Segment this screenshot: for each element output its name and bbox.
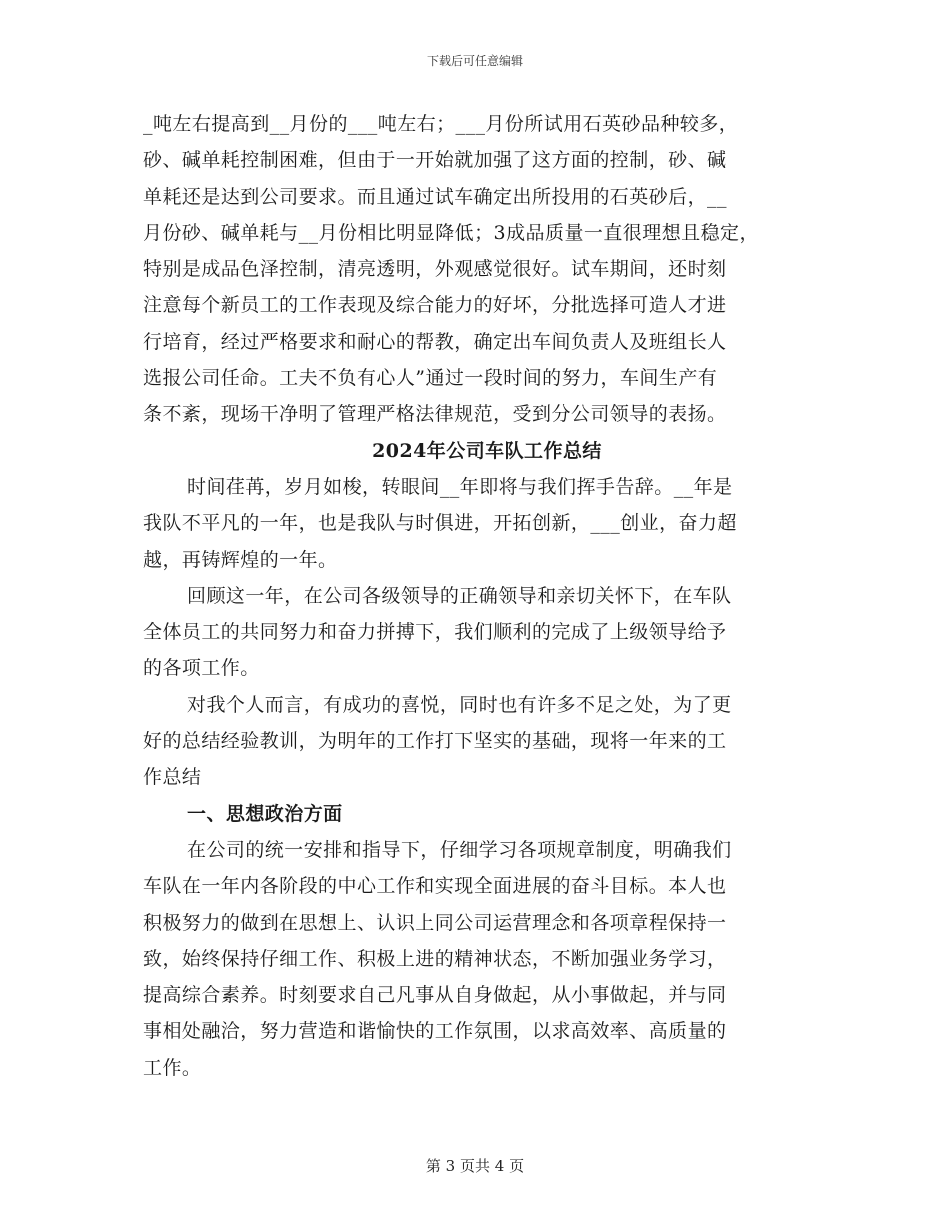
- subsection-heading: 一、思想政治方面: [187, 802, 343, 825]
- text-line: 砂、碱单耗控制困难，但由于一开始就加强了这方面的控制，砂、碱: [143, 149, 727, 172]
- text-line: 时间荏苒，岁月如梭，转眼间__年即将与我们挥手告辞。__年是: [187, 475, 733, 498]
- text-line: 的各项工作。: [143, 657, 260, 680]
- text-line: 在公司的统一安排和指导下，仔细学习各项规章制度，明确我们: [187, 838, 732, 861]
- text-line: 工作。: [143, 1056, 202, 1079]
- page-header: 下载后可任意编辑: [426, 54, 523, 68]
- text-line: 积极努力的做到在思想上、认识上同公司运营理念和各项章程保持一: [143, 911, 727, 934]
- text-line: 特别是成品色泽控制，清亮透明，外观感觉很好。试车期间，还时刻: [143, 258, 727, 281]
- document-body: [143, 106, 823, 1086]
- text-line: 作总结: [143, 766, 202, 789]
- text-line: 全体员工的共同努力和奋力拼搏下，我们顺利的完成了上级领导给予: [143, 621, 727, 644]
- page-footer: 第 3 页共 4 页: [425, 1157, 525, 1175]
- text-line: 致，始终保持仔细工作、积极上进的精神状态，不断加强业务学习，: [143, 947, 727, 970]
- text-line: _吨左右提高到__月份的___吨左右；___月份所试用石英砂品种较多，: [143, 113, 739, 135]
- text-line: 注意每个新员工的工作表现及综合能力的好坏，分批选择可造人才进: [143, 294, 727, 317]
- section-title: 2024年公司车队工作总结: [372, 439, 602, 462]
- text-line: 选报公司任命。工夫不负有心人”通过一段时间的努力，车间生产有: [143, 367, 718, 390]
- text-line: 回顾这一年，在公司各级领导的正确领导和亲切关怀下，在车队: [187, 584, 732, 607]
- text-line: 对我个人而言，有成功的喜悦，同时也有许多不足之处，为了更: [187, 693, 732, 716]
- text-line: 提高综合素养。时刻要求自己凡事从自身做起，从小事做起，并与同: [143, 984, 727, 1007]
- text-line: 好的总结经验教训，为明年的工作打下坚实的基础，现将一年来的工: [143, 730, 727, 753]
- text-line: 月份砂、碱单耗与__月份相比明显降低；3成品质量一直很理想且稳定，: [143, 221, 759, 244]
- text-line: 行培育，经过严格要求和耐心的帮教，确定出车间负责人及班组长人: [143, 330, 727, 353]
- text-line: 条不紊，现场干净明了管理严格法律规范，受到分公司领导的表扬。: [143, 403, 727, 426]
- text-line: 我队不平凡的一年，也是我队与时俱进，开拓创新，___创业，奋力超: [143, 512, 737, 535]
- text-line: 单耗还是达到公司要求。而且通过试车确定出所投用的石英砂后，__: [143, 185, 727, 208]
- text-line: 车队在一年内各阶段的中心工作和实现全面进展的奋斗目标。本人也: [143, 875, 727, 898]
- text-line: 事相处融洽，努力营造和谐愉快的工作氛围，以求高效率、高质量的: [143, 1020, 727, 1043]
- text-line: 越，再铸辉煌的一年。: [143, 548, 338, 571]
